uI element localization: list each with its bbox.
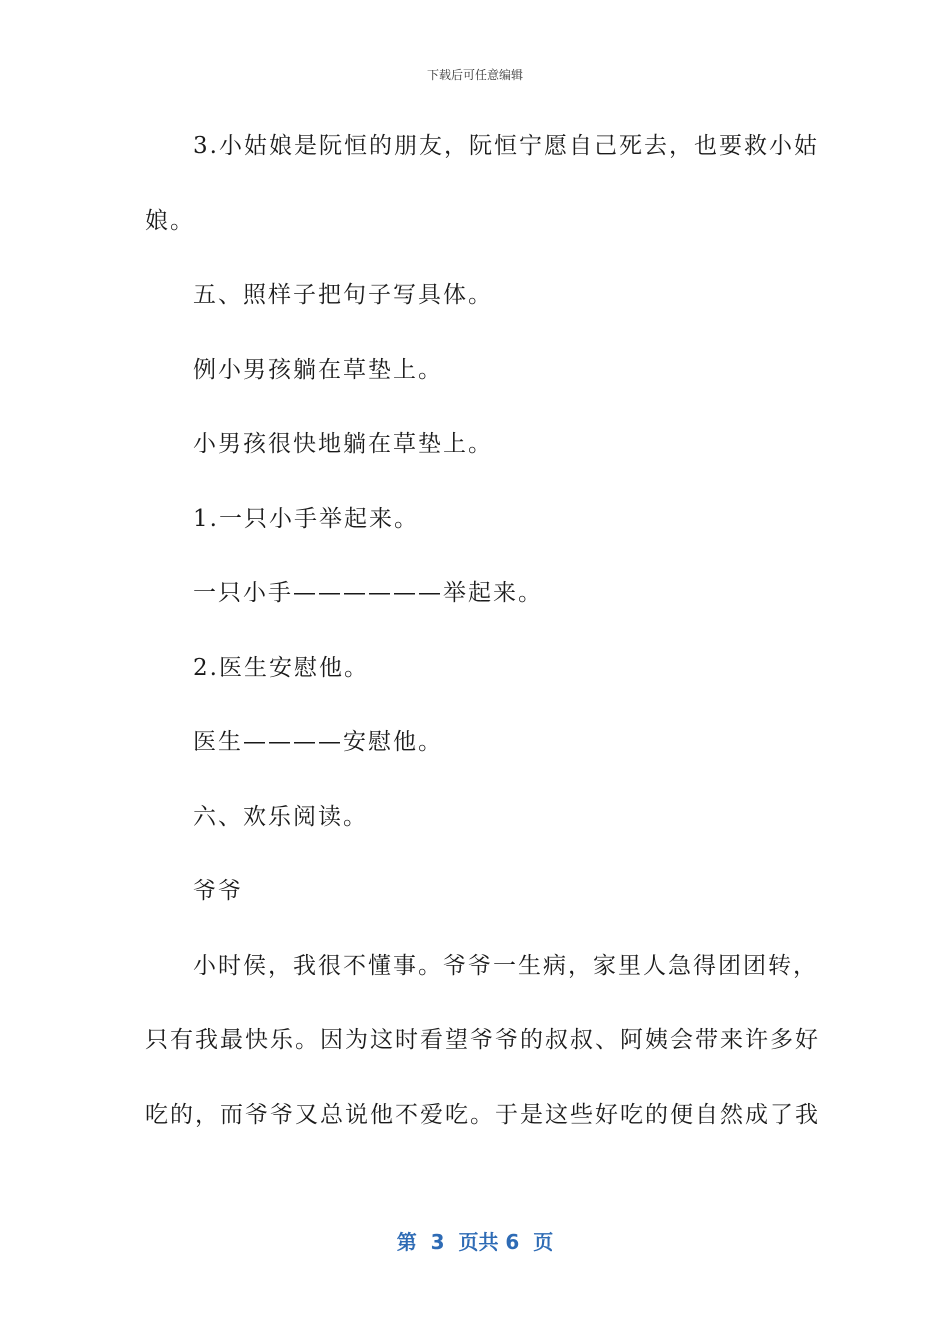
text-line: 例小男孩躺在草垫上。 — [193, 356, 443, 383]
text-line: 1.一只小手举起来。 — [193, 505, 419, 532]
text-line: 小男孩很快地躺在草垫上。 — [193, 431, 493, 457]
text-line: 只有我最快乐。因为这时看望爷爷的叔叔、阿姨会带来许多好 — [145, 1027, 820, 1053]
page-header: 下载后可任意编辑 — [426, 68, 523, 82]
text-line: 娘。 — [145, 207, 195, 234]
text-line: 小时侯，我很不懂事。爷爷一生病，家里人急得团团转， — [193, 952, 818, 979]
page-number-footer: 第 3 页共 6 页 — [396, 1230, 554, 1254]
text-line: 吃的，而爷爷又总说他不爱吃。于是这些好吃的便自然成了我 — [145, 1101, 820, 1128]
text-line: 医生————安慰他。 — [193, 729, 443, 755]
reading-title: 爷爷 — [193, 878, 243, 904]
section-heading: 五、照样子把句子写具体。 — [193, 282, 493, 308]
section-heading: 六、欢乐阅读。 — [193, 803, 368, 830]
text-line: 一只小手——————举起来。 — [193, 580, 543, 606]
text-line: 2.医生安慰他。 — [193, 654, 369, 681]
document-body — [145, 124, 820, 1167]
text-line: 3.小姑娘是阮恒的朋友，阮恒宁愿自己死去，也要救小姑 — [193, 133, 819, 159]
